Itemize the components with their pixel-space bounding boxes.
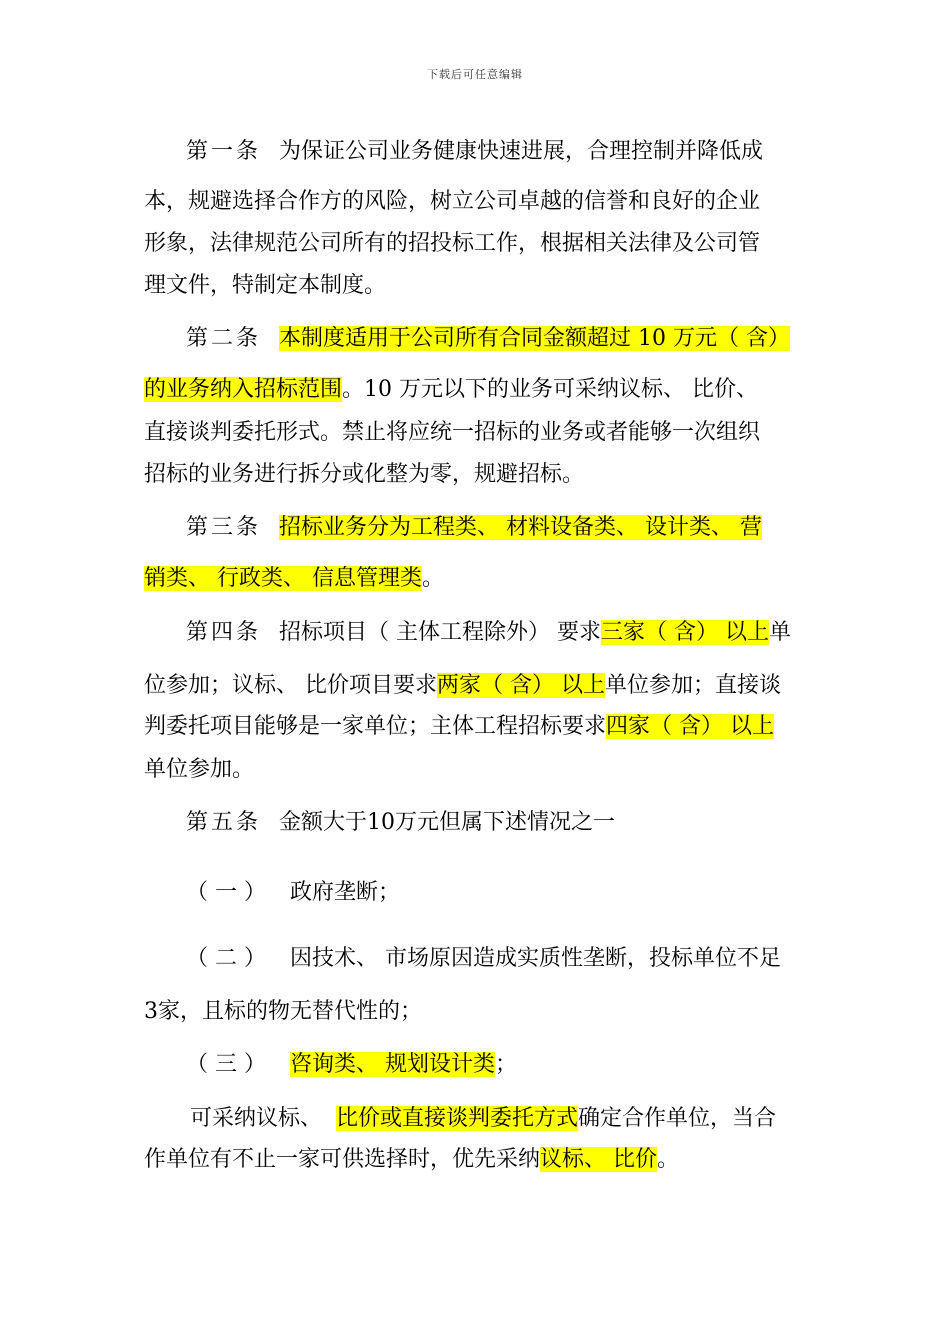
item-1-label: （ 一 ） — [186, 880, 266, 905]
article-3-highlight: 招标业务分为工程类、 材料设备类、 设计类、 营 — [279, 515, 762, 540]
item-2 — [186, 943, 808, 975]
item-3-label: （ 三 ） — [186, 1052, 266, 1077]
item-2-text: 因技术、 市场原因造成实质性垄断，投标单位不足 — [290, 946, 781, 971]
article-4-line-4: 单位参加。 — [144, 757, 255, 782]
item-2-line-2: 3家，且标的物无替代性的； — [144, 999, 423, 1024]
closing-highlight-1: 比价或直接谈判委托方式 — [336, 1106, 579, 1131]
article-3-line-1 — [186, 512, 808, 544]
item-3-highlight: 咨询类、 规划设计类 — [290, 1052, 495, 1077]
article-1-label: 第一条 — [186, 139, 262, 164]
article-1-line-2: 本，规避选择合作方的风险，树立公司卓越的信誉和良好的企业 — [144, 189, 761, 214]
article-2-highlight: 本制度适用于公司所有合同金额超过 10 万元（ 含） — [279, 326, 791, 351]
item-1-text: 政府垄断； — [290, 880, 401, 905]
article-3-label: 第三条 — [186, 515, 262, 540]
article-3-line-2: 销类、 行政类、 信息管理类。 — [144, 566, 445, 591]
article-5-line-1: 第五条 金额大于10万元但属下述情况之一 — [186, 810, 616, 835]
article-1-line-4: 理文件，特制定本制度。 — [144, 273, 387, 298]
item-1 — [186, 877, 808, 909]
article-4-label: 第四条 — [186, 620, 262, 645]
article-2-highlight-2: 的业务纳入招标范围 — [144, 377, 343, 402]
article-5-label: 第五条 — [186, 810, 262, 835]
article-1-text: 为保证公司业务健康快速进展，合理控制并降低成 — [279, 139, 764, 164]
article-4-highlight-2: 两家（ 含） 以上 — [437, 673, 605, 698]
article-1-line-3: 形象，法律规范公司所有的招投标工作，根据相关法律及公司管 — [144, 231, 761, 256]
closing-highlight-2: 议标、 比价 — [540, 1147, 658, 1172]
article-2-line-4: 招标的业务进行拆分或化整为零，规避招标。 — [144, 462, 585, 487]
article-4-line-2: 位参加；议标、 比价项目要求两家（ 含） 以上单位参加；直接谈 — [144, 673, 782, 698]
closing-line-1: 可采纳议标、 比价或直接谈判委托方式确定合作单位，当合 — [190, 1106, 777, 1131]
article-4-highlight-3: 四家（ 含） 以上 — [606, 714, 775, 739]
article-4-line-3: 判委托项目能够是一家单位；主体工程招标要求四家（ 含） 以上 — [144, 714, 775, 739]
article-2-label: 第二条 — [186, 326, 262, 351]
closing-line-2: 作单位有不止一家可供选择时，优先采纳议标、 比价。 — [144, 1147, 680, 1172]
article-2-line-3: 直接谈判委托形式。禁止将应统一招标的业务或者能够一次组织 — [144, 420, 761, 445]
article-3-highlight-2: 销类、 行政类、 信息管理类 — [144, 566, 422, 591]
article-2-line-2: 的业务纳入招标范围。10 万元以下的业务可采纳议标、 比价、 — [144, 377, 759, 402]
article-1-line-1 — [186, 136, 808, 168]
item-2-label: （ 二 ） — [186, 946, 266, 971]
article-2-line-1 — [186, 323, 808, 355]
page-header: 下载后可任意编辑 — [427, 68, 523, 81]
article-4-line-1: 第四条 招标项目（ 主体工程除外） 要求三家（ 含） 以上单 — [186, 620, 792, 645]
item-3: （ 三 ） 咨询类、 规划设计类； — [186, 1052, 518, 1077]
article-4-highlight-1: 三家（ 含） 以上 — [601, 620, 770, 645]
